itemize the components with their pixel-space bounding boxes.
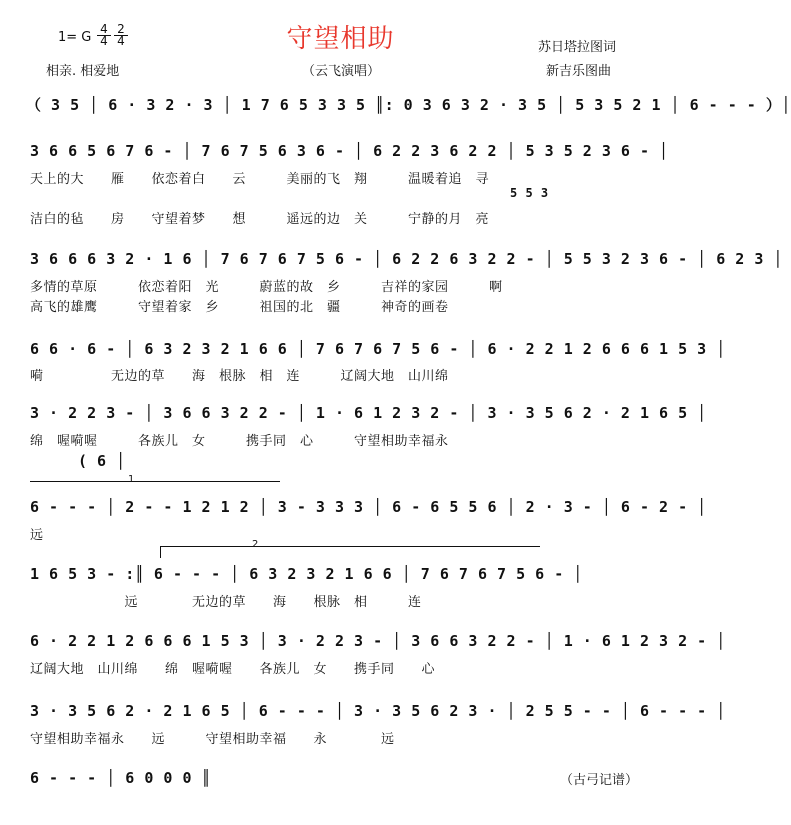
transcriber-credit: （古弓记谱）	[560, 773, 639, 788]
lyric-line: 嗬 无边的草 海 根脉 相 连 辽阔大地 山川绵	[30, 369, 449, 384]
volta-1-number: 1	[128, 474, 135, 485]
notation-row-5: 6 - - - │ 2 - - 1 2 1 2 │ 3 - 3 3 3 │ 6 - 6 5 5 6 │ 2 · 3 - │ 6 - 2 - │	[30, 498, 707, 516]
notation-row-6: 1 6 5 3 - :║ 6 - - - │ 6 3 2 3 2 1 6 6 │ 7 6 7 6 7 5 6 - │	[30, 565, 583, 583]
time-sig-bottom: 4	[97, 35, 111, 47]
notation-alt-verse: 5 5 3	[510, 186, 549, 200]
lyric-line: 远 无边的草 海 根脉 相 连	[30, 595, 422, 610]
time-sig-top: 4	[100, 22, 108, 36]
lyric-verse-1: 天上的大 雁 依恋着白 云 美丽的飞 翔 温暖着追 寻	[30, 172, 490, 187]
song-title: 守望相助	[286, 24, 395, 54]
composer-credit: 新吉乐图曲	[546, 64, 612, 79]
notation-row-8: 3 · 3 5 6 2 · 2 1 6 5 │ 6 - - - │ 3 · 3 5 6 2 3 · │ 2 5 5 - - │ 6 - - - │	[30, 702, 726, 720]
lyric-verse-2: 高飞的雄鹰 守望着家 乡 祖国的北 疆 神奇的画卷	[30, 300, 449, 315]
singer-credit: （云飞演唱）	[302, 64, 381, 79]
lyric-line: 守望相助幸福永 远 守望相助幸福 永 远	[30, 732, 395, 747]
notation-row-3: 6 6 · 6 - │ 6 3 2 3 2 1 6 6 │ 7 6 7 6 7 5 6 - │ 6 · 2 2 1 2 6 6 6 1 5 3 │	[30, 340, 726, 358]
notation-row-7: 6 · 2 2 1 2 6 6 6 1 5 3 │ 3 · 2 2 3 - │ 3 6 6 3 2 2 - │ 1 · 6 1 2 3 2 - │	[30, 632, 726, 650]
volta-2-edge	[160, 546, 161, 558]
volta-1-bracket	[30, 481, 280, 482]
lyric-verse-1: 多情的草原 依恋着阳 光 蔚蓝的故 乡 吉祥的家园 啊	[30, 280, 503, 295]
time-sig-bottom: 4	[114, 35, 128, 47]
notation-row-final: 6 - - - │ 6 0 0 0 ║	[30, 769, 212, 787]
key-signature: 1= G	[58, 30, 92, 45]
lyric-line: 远	[30, 528, 44, 543]
lyricist-credit: 苏日塔拉图词	[538, 40, 617, 55]
time-sig-top: 2	[117, 22, 125, 36]
time-signature-2-4	[114, 24, 128, 47]
notation-pickup: ( 6 │	[78, 452, 126, 470]
volta-2-bracket	[160, 546, 540, 547]
time-signature-4-4	[97, 24, 111, 47]
lyric-line: 绵 喔嗬喔 各族儿 女 携手同 心 守望相助幸福永	[30, 434, 449, 449]
notation-row-2: 3 6 6 6 3 2 · 1 6 │ 7 6 7 6 7 5 6 - │ 6 2 2 6 3 2 2 - │ 5 5 3 2 3 6 - │ 6 2 3 │	[30, 250, 783, 268]
volta-2-number: 2	[252, 539, 259, 550]
expression-mark: 相亲. 相爱地	[46, 64, 120, 79]
notation-row-4: 3 · 2 2 3 - │ 3 6 6 3 2 2 - │ 1 · 6 1 2 3 2 - │ 3 · 3 5 6 2 · 2 1 6 5 │	[30, 404, 707, 422]
notation-row-intro: （ 3 5 │ 6 · 3 2 · 3 │ 1 7 6 5 3 3 5 ║: 0 3 6 3 2 · 3 5 │ 5 3 5 2 1 │ 6 - - - ）│	[26, 96, 791, 114]
notation-row-1: 3 6 6 5 6 7 6 - │ 7 6 7 5 6 3 6 - │ 6 2 2 3 6 2 2 │ 5 3 5 2 3 6 - │	[30, 142, 669, 160]
lyric-verse-2: 洁白的毡 房 守望着梦 想 遥远的边 关 宁静的月 亮	[30, 212, 490, 227]
lyric-line: 辽阔大地 山川绵 绵 喔嗬喔 各族儿 女 携手同 心	[30, 662, 436, 677]
